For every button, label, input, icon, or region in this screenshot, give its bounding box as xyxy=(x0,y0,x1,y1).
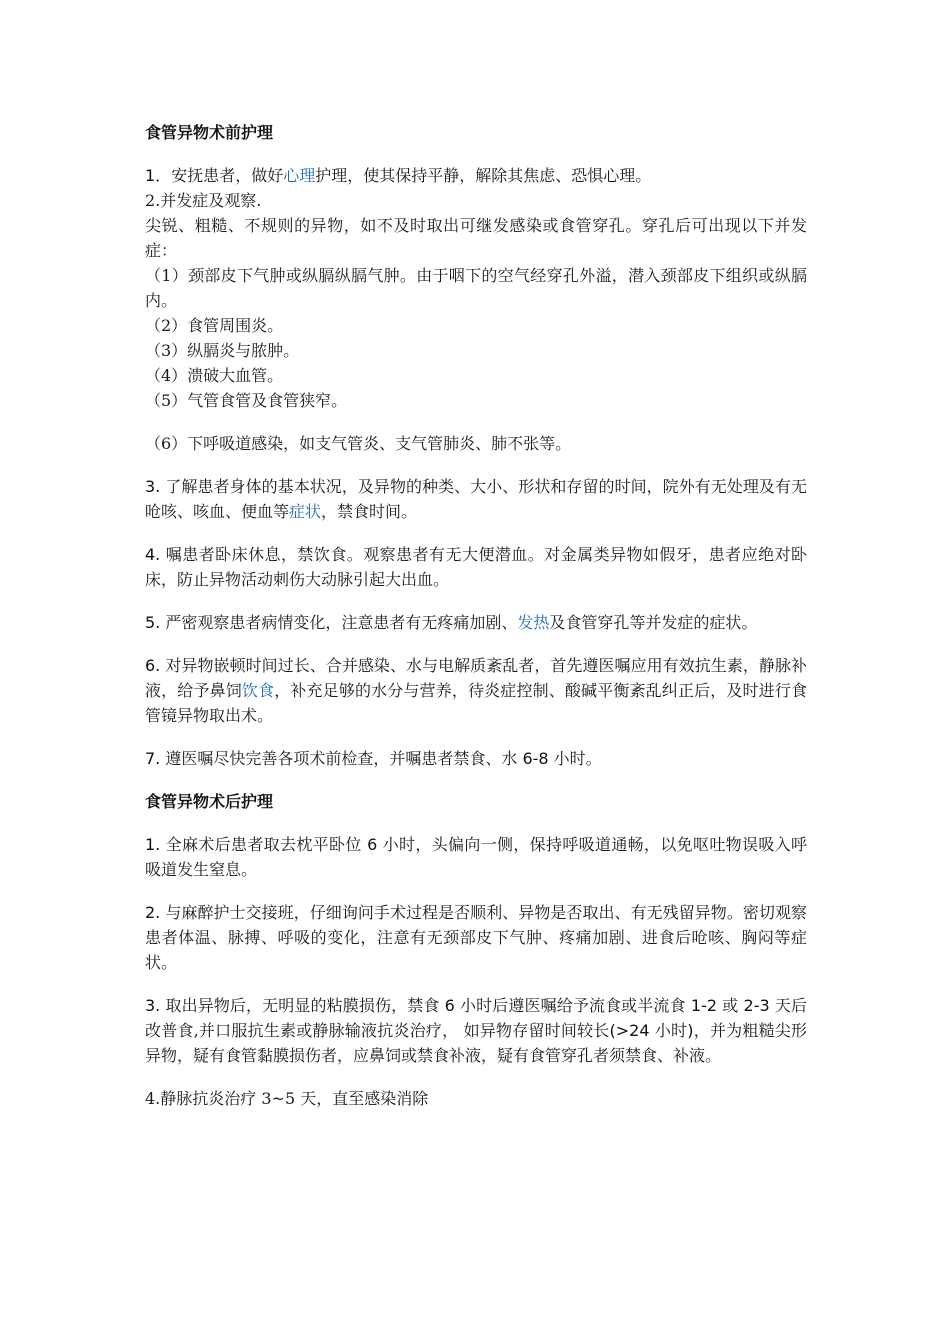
post-paragraph-1 xyxy=(145,832,807,882)
item-number: 5. xyxy=(145,613,161,632)
item-number: 7. xyxy=(145,749,161,768)
complication-5: （5）气管食管及食管狭窄。 xyxy=(145,391,348,410)
paragraph-text: 及食管穿孔等并发症的症状。 xyxy=(549,613,758,632)
number-text: 6 xyxy=(367,835,378,854)
paragraph-text: 小时后遵医嘱给予流食或半流食 xyxy=(454,996,691,1015)
paragraph-item-3 xyxy=(145,474,807,524)
paragraph-item-5 xyxy=(145,610,807,635)
paragraph-text: 与麻醉护士交接班，仔细询问手术过程是否顺利、异物是否取出、有无残留异物。密切观察患者体温、脉搏、呼吸的变化，注意有无颈部皮下气肿、疼痛加剧、进食后呛咳、胸闷等症状。 xyxy=(145,903,807,972)
paragraph-text: 天后改普食,并口服抗生素或静脉输液抗炎治疗， 如异物存留时间较长 xyxy=(145,996,807,1040)
paragraph-item-7 xyxy=(145,746,807,771)
link-diet[interactable]: 饮食 xyxy=(241,681,275,700)
number-text: 1-2 xyxy=(690,996,717,1015)
link-fever[interactable]: 发热 xyxy=(517,613,550,632)
number-text: ) xyxy=(687,1021,694,1040)
paragraph-text: 小时。 xyxy=(548,749,602,768)
paragraph-text: 或 xyxy=(717,996,744,1015)
section-title-postoperative: 食管异物术后护理 xyxy=(145,792,274,811)
paragraph-1 xyxy=(145,163,807,188)
complication-1: （1）颈部皮下气肿或纵膈纵膈气肿。由于咽下的空气经穿孔外溢，潜入颈部皮下组织或纵膈内。 xyxy=(145,266,807,310)
paragraph-item-6 xyxy=(145,653,807,728)
paragraph-text: 护理，使其保持平静，解除其焦虑、恐惧心理。 xyxy=(315,166,652,185)
post-paragraph-4: 4.静脉抗炎治疗 3~5 天，直至感染消除 xyxy=(145,1089,429,1108)
paragraph-text: ，禁食时间。 xyxy=(321,502,418,521)
number-text: (>24 xyxy=(609,1021,650,1040)
paragraph-text: 小时，头偏向一侧，保持呼吸道通畅，以免呕吐物误吸入呼吸道发生窒息。 xyxy=(145,835,807,879)
document-page xyxy=(145,120,807,1111)
paragraph-text: ，并为粗糙尖形异物，疑有食管黏膜损伤者，应鼻饲或禁食补液，疑有食管穿孔者须禁食、补液。 xyxy=(145,1021,807,1065)
complication-2: （2）食管周围炎。 xyxy=(145,316,284,335)
item-number: 4. xyxy=(145,545,161,564)
complication-4: （4）溃破大血管。 xyxy=(145,366,284,385)
item-number: 3. xyxy=(145,477,161,496)
number-text: 2-3 xyxy=(743,996,770,1015)
item-number: 2. xyxy=(145,903,161,922)
item-number: 3. xyxy=(145,996,161,1015)
link-symptoms[interactable]: 症状 xyxy=(289,502,322,521)
item-number: 6. xyxy=(145,656,161,675)
paragraph-2: 2.并发症及观察. xyxy=(145,191,262,210)
complication-6: （6）下呼吸道感染，如支气管炎、支气管肺炎、肺不张等。 xyxy=(145,434,572,453)
post-paragraph-2 xyxy=(145,900,807,975)
link-psychology[interactable]: 心理 xyxy=(283,166,316,185)
paragraph-text: 全麻术后患者取去枕平卧位 xyxy=(160,835,368,854)
paragraph-text: 遵医嘱尽快完善各项术前检查，并嘱患者禁食、水 xyxy=(160,749,523,768)
paragraph-text: 对异物嵌顿时间过长、合并感染、水与电解质紊乱者，首先遵医嘱应用有效抗生素，静脉补液，给予鼻饲 xyxy=(145,656,807,700)
paragraph-3: 尖锐、粗糙、不规则的异物，如不及时取出可继发感染或食管穿孔。穿孔后可出现以下并发症： xyxy=(145,216,807,260)
paragraph-text: 安抚患者，做好 xyxy=(171,166,284,185)
number-text: 6 xyxy=(444,996,455,1015)
paragraph-text: 取出异物后，无明显的粘膜损伤，禁食 xyxy=(160,996,445,1015)
item-number: 1． xyxy=(145,166,172,185)
complication-3: （3）纵膈炎与脓肿。 xyxy=(145,341,300,360)
item-number: 1. xyxy=(145,835,161,854)
post-paragraph-3 xyxy=(145,993,807,1068)
paragraph-text: 了解患者身体的基本状况，及异物的种类、大小、形状和存留的时间，院外有无处理及有无呛咳、咳血、便血等 xyxy=(145,477,807,521)
paragraph-text: 嘱患者卧床休息，禁饮食。观察患者有无大便潜血。对金属类异物如假牙，患者应绝对卧床，防止异物活动刺伤大动脉引起大出血。 xyxy=(145,545,807,589)
paragraph-item-4 xyxy=(145,542,807,592)
paragraph-text: 小时 xyxy=(649,1021,688,1040)
section-title-preoperative: 食管异物术前护理 xyxy=(145,123,274,142)
number-text: 6-8 xyxy=(522,749,549,768)
paragraph-text: 严密观察患者病情变化，注意患者有无疼痛加剧、 xyxy=(160,613,518,632)
paragraph-text: ，补充足够的水分与营养，待炎症控制、酸碱平衡紊乱纠正后，及时进行食管镜异物取出术。 xyxy=(145,681,807,725)
